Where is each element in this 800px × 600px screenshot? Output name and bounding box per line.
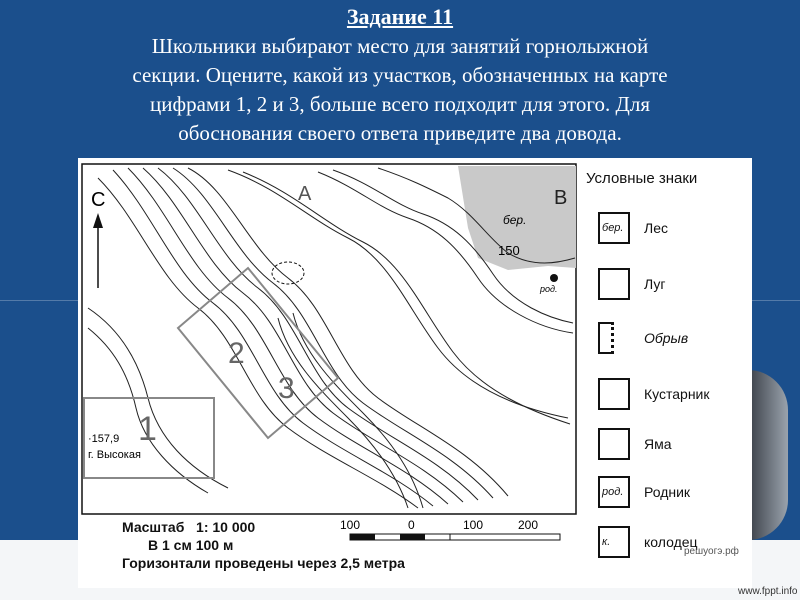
- height-name: г. Высокая: [88, 449, 141, 461]
- forest-icon: [598, 212, 630, 244]
- point-a-label: А: [298, 183, 312, 205]
- scale-value: 1: 10 000: [196, 519, 256, 535]
- topographic-map: [78, 158, 752, 588]
- decorative-disc: [748, 370, 788, 540]
- legend-item-forest: [598, 212, 748, 246]
- scale-tick-1: 100: [340, 518, 361, 532]
- legend-label: Кустарник: [644, 386, 710, 402]
- meadow-icon: [598, 268, 630, 300]
- legend-item-meadow: [598, 268, 748, 302]
- area-3-label: 3: [278, 372, 295, 405]
- scale-label: Масштаб: [122, 519, 185, 535]
- legend-label: колодец: [644, 534, 698, 550]
- scale-tick-4: 200: [518, 518, 539, 532]
- area-1-label: 1: [138, 410, 157, 448]
- scale-line-3: Горизонтали проведены через 2,5 метра: [122, 555, 405, 571]
- task-text-line-2: секции. Оцените, какой из участков, обозначенных на карте: [132, 63, 668, 87]
- legend-label: Луг: [644, 276, 666, 292]
- height-label: ·157,9: [88, 433, 120, 445]
- point-b-label: В: [554, 187, 568, 209]
- watermark-site-1: решуогэ.рф: [684, 546, 739, 557]
- scale-line-2: В 1 см 100 м: [148, 537, 234, 553]
- contour-label: 150: [498, 243, 520, 258]
- legend: [586, 166, 746, 586]
- legend-label: Лес: [644, 220, 668, 236]
- legend-box-text: род.: [602, 486, 624, 498]
- scale-bar-right: [450, 534, 560, 540]
- legend-box-text: бер.: [602, 222, 624, 234]
- legend-label: Родник: [644, 484, 691, 500]
- legend-label: Обрыв: [644, 330, 689, 346]
- legend-item-cliff: [598, 322, 748, 356]
- spring-icon: [598, 476, 630, 508]
- scale-text: [122, 518, 405, 572]
- legend-item-spring: [598, 476, 748, 510]
- shrub-icon: [598, 378, 630, 410]
- legend-box-text: к.: [602, 536, 611, 548]
- area-2-label: 2: [228, 337, 245, 370]
- legend-title: Условные знаки: [586, 170, 698, 187]
- legend-item-shrub: [598, 378, 748, 412]
- scale-tick-3: 100: [463, 518, 484, 532]
- well-icon: [598, 526, 630, 558]
- spring-label: род.: [540, 284, 558, 294]
- spring-symbol: [550, 274, 558, 282]
- watermark-site-2: www.fppt.info: [738, 586, 798, 597]
- north-label: С: [91, 189, 106, 211]
- task-text-line-3: цифрами 1, 2 и 3, больше всего подходит для этого. Для: [150, 92, 650, 116]
- cliff-icon: [598, 322, 614, 354]
- task-text-line-4: обоснования своего ответа приведите два довода.: [178, 121, 622, 145]
- pit-icon: [598, 428, 630, 460]
- scale-tick-2: 0: [408, 518, 415, 532]
- legend-label: Яма: [644, 436, 672, 452]
- task-header: [30, 4, 770, 148]
- task-text-line-1: Школьники выбирают место для занятий горнолыжной: [151, 34, 649, 58]
- legend-item-pit: [598, 428, 748, 462]
- task-title: Задание 11: [346, 4, 454, 29]
- birch-label: бер.: [503, 213, 527, 227]
- scale-line-1: [122, 518, 405, 536]
